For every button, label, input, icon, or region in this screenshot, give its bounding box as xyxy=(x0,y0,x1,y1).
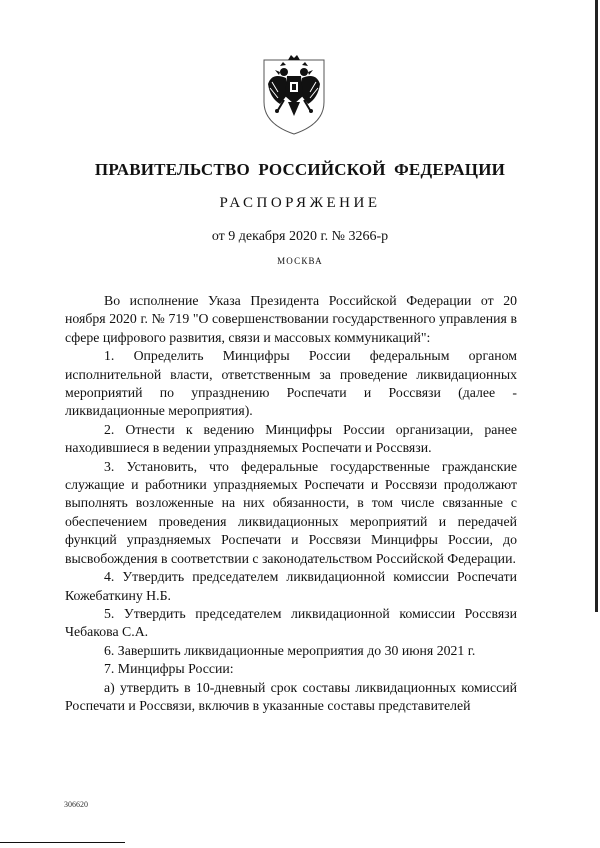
paragraph-7a: а) утвердить в 10-дневный срок составы ликвидационных комиссий Роспечати и Россвязи, включив в указанные составы представителей xyxy=(65,679,517,713)
paragraph-6: 6. Завершить ликвидационные мероприятия до 30 июня 2021 г. xyxy=(104,642,476,658)
document-code: 306620 xyxy=(64,800,88,809)
paragraph-7: 7. Минцифры России: xyxy=(104,661,234,677)
footer-divider xyxy=(0,842,125,843)
preamble-paragraph: Во исполнение Указа Президента Российской Федерации от 20 ноября 2020 г. № 719 "О совершенствовании государственного управления в сфере цифрового развития, связи и массовых коммуникаций": xyxy=(65,293,517,345)
paragraph-4: 4. Утвердить председателем ликвидационной комиссии Роспечати Кожебаткину Н.Б. xyxy=(65,569,517,603)
document-body xyxy=(65,292,517,715)
coat-of-arms-icon xyxy=(258,52,330,136)
scan-edge-line xyxy=(595,0,598,612)
document-date-number: от 9 декабря 2020 г. № 3266-р xyxy=(211,229,389,244)
government-title: ПРАВИТЕЛЬСТВО РОССИЙСКОЙ ФЕДЕРАЦИИ xyxy=(94,160,506,179)
document-type: РАСПОРЯЖЕНИЕ xyxy=(219,195,381,211)
paragraph-2: 2. Отнести к ведению Минцифры России организации, ранее находившиеся в ведении упраздняемых Роспечати и Россвязи. xyxy=(65,421,517,456)
document-city: МОСКВА xyxy=(277,256,323,266)
paragraph-3: 3. Установить, что федеральные государственные гражданские служащие и работники упраздняемых Роспечати и Россвязи продолжают выполнять возложенные на них обязанности, в том числе связанные с обеспечением проведения ликвидационных мероприятий и передачей функций упраздняемых Роспечати и Россвязи Минцифры России, до высвобождения в соответствии с законодательством Российской Федерации. xyxy=(65,458,517,566)
paragraph-1: 1. Определить Минцифры России федеральным органом исполнительной власти, ответственным за проведение ликвидационных мероприятий по упразднению Роспечати и Россвязи (далее - ликвидационные мероприятия). xyxy=(65,348,517,419)
paragraph-5: 5. Утвердить председателем ликвидационной комиссии Россвязи Чебакова С.А. xyxy=(65,605,517,640)
